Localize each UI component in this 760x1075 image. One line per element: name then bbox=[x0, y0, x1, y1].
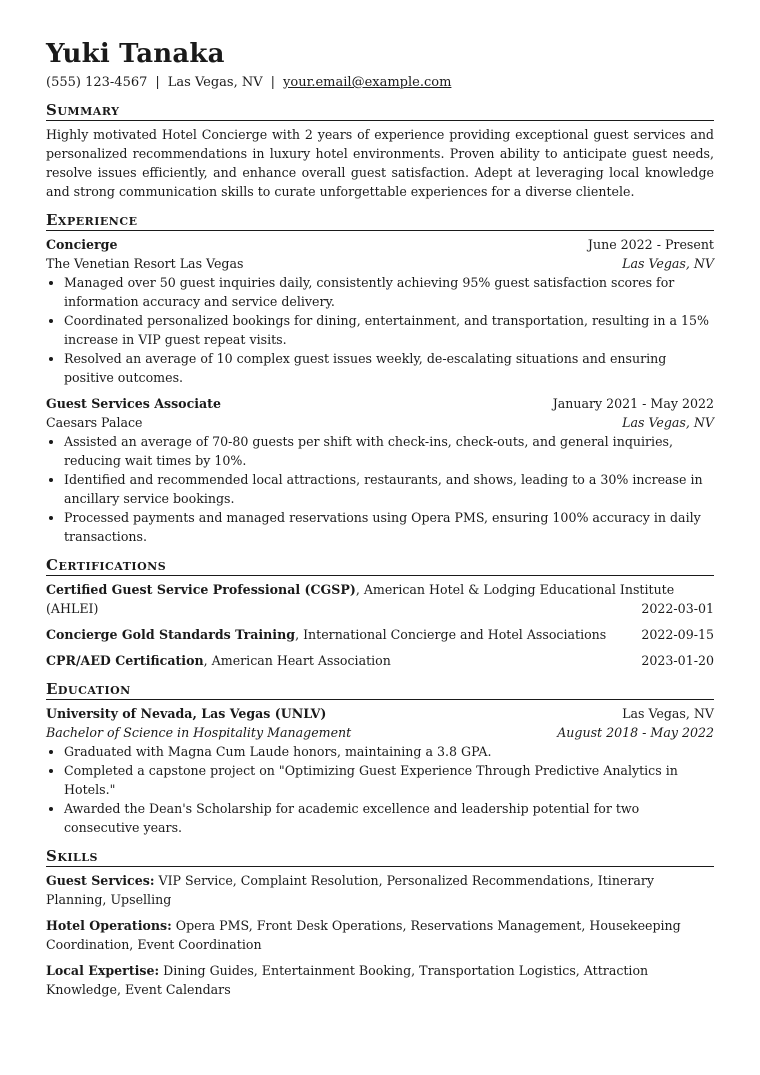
job-role-text: Concierge bbox=[46, 237, 118, 252]
certification-entry bbox=[46, 651, 714, 670]
cert-issuer: , American Heart Association bbox=[203, 653, 391, 668]
job-location: Las Vegas, NV bbox=[622, 256, 714, 271]
section-title-summary: Summary bbox=[46, 101, 714, 121]
job-bullets bbox=[46, 273, 714, 387]
skills-section bbox=[46, 847, 714, 999]
job-company: Caesars Palace bbox=[46, 415, 143, 430]
skill-label: Hotel Operations: bbox=[46, 918, 172, 933]
separator: | bbox=[155, 75, 160, 90]
cert-name: CPR/AED Certification bbox=[46, 653, 204, 668]
location: Las Vegas, NV bbox=[167, 75, 263, 90]
job-dates: June 2022 - Present bbox=[587, 237, 714, 252]
bullet-item: • Completed a capstone project on "Optimizing Guest Experience Through Predictive Analytics in Hotels." bbox=[64, 761, 714, 799]
summary-section bbox=[46, 101, 714, 201]
job-header bbox=[46, 394, 714, 413]
school-name: University of Nevada, Las Vegas (UNLV) bbox=[46, 706, 327, 721]
cert-name: Certified Guest Service Professional (CGSP) bbox=[46, 582, 356, 597]
education-bullets bbox=[46, 742, 714, 837]
skill-entry bbox=[46, 871, 714, 909]
section-title-certifications: Certifications bbox=[46, 556, 714, 576]
skill-label: Local Expertise: bbox=[46, 963, 160, 978]
candidate-name: Yuki Tanaka bbox=[46, 39, 225, 69]
certification-entry bbox=[46, 580, 714, 618]
email-link[interactable]: your.email@example.com bbox=[283, 75, 452, 90]
cert-title bbox=[46, 625, 606, 644]
bullet-item: • Graduated with Magna Cum Laude honors, maintaining a 3.8 GPA. bbox=[64, 742, 714, 761]
section-title-education: Education bbox=[46, 680, 714, 700]
section-title-skills: Skills bbox=[46, 847, 714, 867]
summary-text: Highly motivated Hotel Concierge with 2 years of experience providing exceptional guest services and personalized recommendations in luxury hotel environments. Proven ability to anticipate guest needs, resolve issues efficiently, and enhance overall guest satisfaction. Adept at leveraging local knowledge and strong communication skills to curate unforgettable experiences for a diverse clientele. bbox=[46, 127, 714, 199]
certification-entry bbox=[46, 625, 714, 644]
cert-date: 2022-03-01 bbox=[641, 601, 714, 616]
contact-line bbox=[46, 75, 714, 91]
bullet-item: • Managed over 50 guest inquiries daily, consistently achieving 95% guest satisfaction scores for information accuracy and service delivery. bbox=[64, 273, 714, 311]
job-subheader bbox=[46, 413, 714, 432]
phone-number: (555) 123-4567 bbox=[46, 75, 148, 90]
bullet-item: • Resolved an average of 10 complex guest issues weekly, de-escalating situations and ensuring positive outcomes. bbox=[64, 349, 714, 387]
experience-section bbox=[46, 211, 714, 546]
skill-entry bbox=[46, 961, 714, 999]
skill-text: Dining Guides, Entertainment Booking, Transportation Logistics, Attraction Knowledge, Event Calendars bbox=[46, 963, 649, 997]
job-location: Las Vegas, NV bbox=[622, 415, 714, 430]
job-header bbox=[46, 235, 714, 254]
skill-text: VIP Service, Complaint Resolution, Personalized Recommendations, Itinerary Planning, Upselling bbox=[46, 873, 655, 907]
job-role bbox=[46, 235, 118, 254]
bullet-item: • Processed payments and managed reservations using Opera PMS, ensuring 100% accuracy in daily transactions. bbox=[64, 508, 714, 546]
job-company: The Venetian Resort Las Vegas bbox=[46, 256, 244, 271]
certifications-section bbox=[46, 556, 714, 670]
skill-text: Opera PMS, Front Desk Operations, Reservations Management, Housekeeping Coordination, Event Coordination bbox=[46, 918, 681, 952]
skill-entry bbox=[46, 916, 714, 954]
job-bullets bbox=[46, 432, 714, 546]
cert-issuer: , American Hotel & Lodging Educational Institute (AHLEI) bbox=[46, 582, 675, 616]
cert-title bbox=[46, 651, 391, 670]
skill-label: Guest Services: bbox=[46, 873, 155, 888]
section-title-experience: Experience bbox=[46, 211, 714, 231]
education-header bbox=[46, 704, 714, 723]
education-subheader bbox=[46, 723, 714, 742]
education-section bbox=[46, 680, 714, 837]
bullet-item: • Identified and recommended local attractions, restaurants, and shows, leading to a 30% increase in ancillary service bookings. bbox=[64, 470, 714, 508]
job-role bbox=[46, 394, 221, 413]
bullet-item: • Awarded the Dean's Scholarship for academic excellence and leadership potential for two consecutive years. bbox=[64, 799, 714, 837]
cert-issuer: , International Concierge and Hotel Associations bbox=[295, 627, 607, 642]
job-entry bbox=[46, 394, 714, 546]
degree: Bachelor of Science in Hospitality Management bbox=[46, 725, 352, 740]
separator: | bbox=[270, 75, 276, 90]
bullet-item: • Coordinated personalized bookings for dining, entertainment, and transportation, resulting in a 15% increase in VIP guest repeat visits. bbox=[64, 311, 714, 349]
cert-name: Concierge Gold Standards Training bbox=[46, 627, 296, 642]
school-location: Las Vegas, NV bbox=[622, 706, 714, 721]
job-dates: January 2021 - May 2022 bbox=[552, 396, 714, 411]
bullet-item: • Assisted an average of 70-80 guests per shift with check-ins, check-outs, and general inquiries, reducing wait times by 10%. bbox=[64, 432, 714, 470]
cert-date: 2023-01-20 bbox=[641, 653, 714, 668]
job-role-text: Guest Services Associate bbox=[46, 396, 222, 411]
job-entry bbox=[46, 235, 714, 387]
job-subheader bbox=[46, 254, 714, 273]
cert-date: 2022-09-15 bbox=[641, 627, 714, 642]
education-dates: August 2018 - May 2022 bbox=[557, 725, 714, 740]
